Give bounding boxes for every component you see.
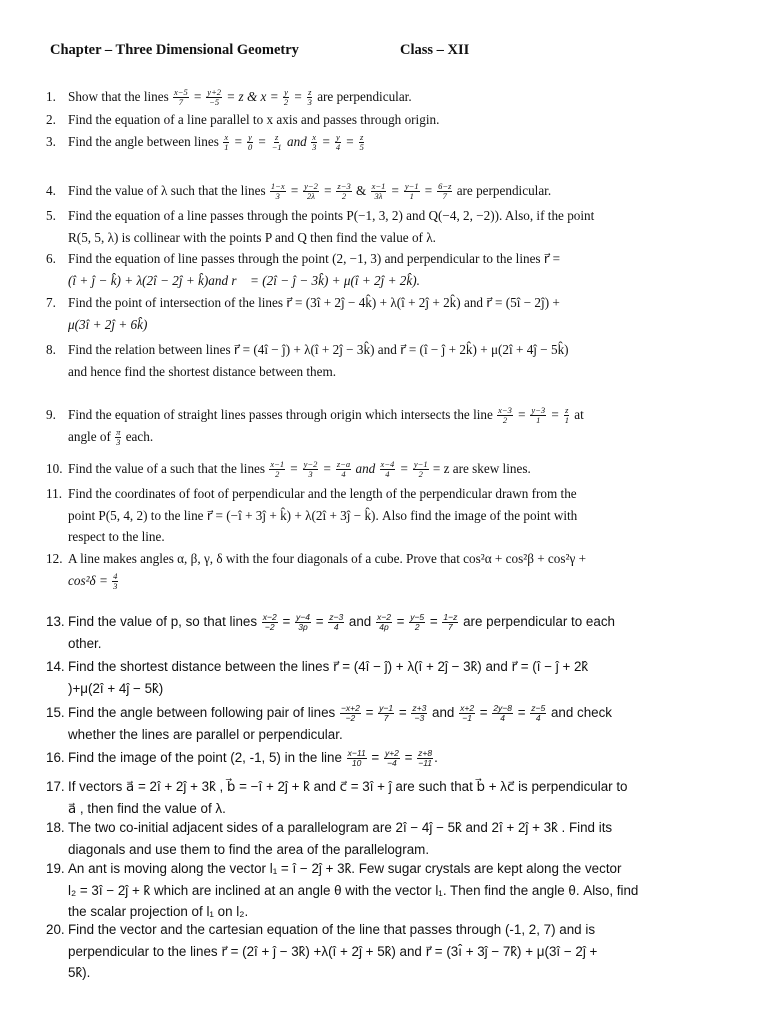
question-6: 6. Find the equation of line passes through the point (2, −1, 3) and perpendicular to the lines r⃗ = (î + ĵ − k̂) + λ(2î − 2ĵ + k̂)and r⃗ = (2î − ĵ − 3k̂) + μ(î + 2ĵ + 2k̂).	[46, 251, 561, 288]
question-4: 4. Find the value of λ such that the lines $\frac{1-x}{3}$ = $\frac{y-2}{2\lambda}$ = $\frac{z-3}{2}$ & $\frac{x-1}{3\lambda}$ = $\frac{y-1}{1}$ = $\frac{6-z}{7}$ are perpendicular.	[46, 181, 552, 202]
question-5: 5. Find the equation of a line passes through the points P(−1, 3, 2) and Q(−4, 2, −2)). Also, if the point R(5, 5, λ) is collinear with the points P and Q then find the value of λ.	[46, 208, 595, 245]
question-8: 8. Find the relation between lines r⃗ = (4î − ĵ) + λ(î + 2ĵ − 3k̂) and r⃗ = (î − ĵ + 2k̂) + μ(2î + 4ĵ − 5k̂) and hence find the shortest distance between them.	[46, 342, 569, 379]
question-17: 17. If vectors a⃗ = 2î + 2ĵ + 3k̂ , b⃗ = −î + 2ĵ + k̂ and c⃗ = 3î + ĵ are such that b⃗ + λc⃗ is perpendicular to a⃗ , then find the value of λ.	[46, 779, 628, 816]
chapter-title: Chapter – Three Dimensional Geometry	[50, 42, 299, 58]
fraction: $\frac{z}{3}$	[307, 87, 312, 108]
question-text: Show that the lines $\frac{x-5}{7}$ = $\frac{y+2}{-5}$ = z & x = $\frac{y}{2}$ = $\frac{z}{3}$ are perpendicular.	[68, 87, 412, 108]
question-20: 20. Find the vector and the cartesian equation of the line that passes through (-1, 2, 7) and is perpendicular to the lines r⃗ = (2î + ĵ − 3k̂) +λ(î + 2ĵ + 5k̂) and r⃗ = (3ı̂ + 3ĵ − 7k̂) + μ(3î − 2ĵ + 5k̂).	[46, 922, 598, 980]
question-13: 13. Find the value of p, so that lines $\frac{x-2}{-2}$ = $\frac{y-4}{3p}$ = $\frac{z-3}{4}$ and $\frac{x-2}{4p}$ = $\frac{y-5}{2}$ = $\frac{1-z}{7}$ are perpendicular to each other.	[46, 611, 615, 651]
question-7: 7. Find the point of intersection of the lines r⃗ = (3î + 2ĵ − 4k̂) + λ(î + 2ĵ + 2k̂) and r⃗ = (5î − 2ĵ) + μ(3î + 2ĵ + 6k̂)	[46, 295, 560, 332]
question-11: 11. Find the coordinates of foot of perpendicular and the length of the perpendicular drawn from the point P(5, 4, 2) to the line r⃗ = (−î + 3ĵ + k̂) + λ(2î + 3ĵ − k̂). Also find the image of the point with respect to the line.	[46, 486, 578, 544]
question-18: 18. The two co-initial adjacent sides of a parallelogram are 2î − 4ĵ − 5k̂ and 2î + 2ĵ + 3k̂ . Find its diagonals and use them to find the area of the parallelogram.	[46, 820, 613, 857]
fraction: $\frac{y}{2}$	[283, 87, 289, 108]
question-9: 9. Find the equation of straight lines passes through origin which intersects the line $\frac{x-3}{2}$ = $\frac{y-3}{1}$ = $\frac{z}{1}$ at angle of $\frac{\pi}{3}$ each.	[46, 405, 584, 447]
question-16: 16. Find the image of the point (2, -1, 5) in the line $\frac{x-11}{10}$ = $\frac{y+2}{-4}$ = $\frac{z+8}{-11}$ .	[46, 747, 438, 768]
fraction: $\frac{y+2}{-5}$	[207, 87, 222, 108]
question-1: 1. Show that the lines $\frac{x-5}{7}$ = $\frac{y+2}{-5}$ = z & x = $\frac{y}{2}$ = $\frac{z}{3}$ are perpendicular.	[46, 87, 412, 108]
question-12: 12. A line makes angles α, β, γ, δ with the four diagonals of a cube. Prove that cos²α + cos²β + cos²γ + cos²δ = $\frac{4}{3}$	[46, 551, 587, 591]
question-3: 3. Find the angle between lines $\frac{x}{1}$ = $\frac{y}{0}$ = $\frac{z}{-1}$ and $\frac{x}{3}$ = $\frac{y}{4}$ = $\frac{z}{5}$	[46, 132, 364, 153]
question-10: 10. Find the value of a such that the lines $\frac{x-1}{2}$ = $\frac{y-2}{3}$ = $\frac{z-a}{4}$ and $\frac{x-4}{4}$ = $\frac{y-1}{2}$ = z are skew lines.	[46, 459, 531, 480]
question-19: 19. An ant is moving along the vector l₁ = î − 2ĵ + 3k̂. Few sugar crystals are kept along the vector l₂ = 3î − 2ĵ + k̂ which are inclined at an angle θ with the vector l₁. Then find the angle θ. Also, find the scalar projection of l₁ on l₂.	[46, 861, 639, 919]
question-15: 15. Find the angle between following pair of lines $\frac{-x+2}{-2}$ = $\frac{y-1}{7}$ = $\frac{z+3}{-3}$ and $\frac{x+2}{-1}$ = $\frac{2y-8}{4}$ = $\frac{z-5}{4}$ and check whether the lines are parallel or perpendicular.	[46, 702, 612, 742]
class-label: Class – XII	[400, 42, 470, 58]
question-2: 2. Find the equation of a line parallel to x axis and passes through origin.	[46, 112, 440, 127]
question-14: 14. Find the shortest distance between the lines r⃗ = (4î − ĵ) + λ(î + 2ĵ − 3k̂) and r⃗ = (î − ĵ + 2k̂ )+μ(2î + 4ĵ − 5k̂)	[46, 659, 589, 696]
fraction: $\frac{x-5}{7}$	[174, 87, 188, 108]
